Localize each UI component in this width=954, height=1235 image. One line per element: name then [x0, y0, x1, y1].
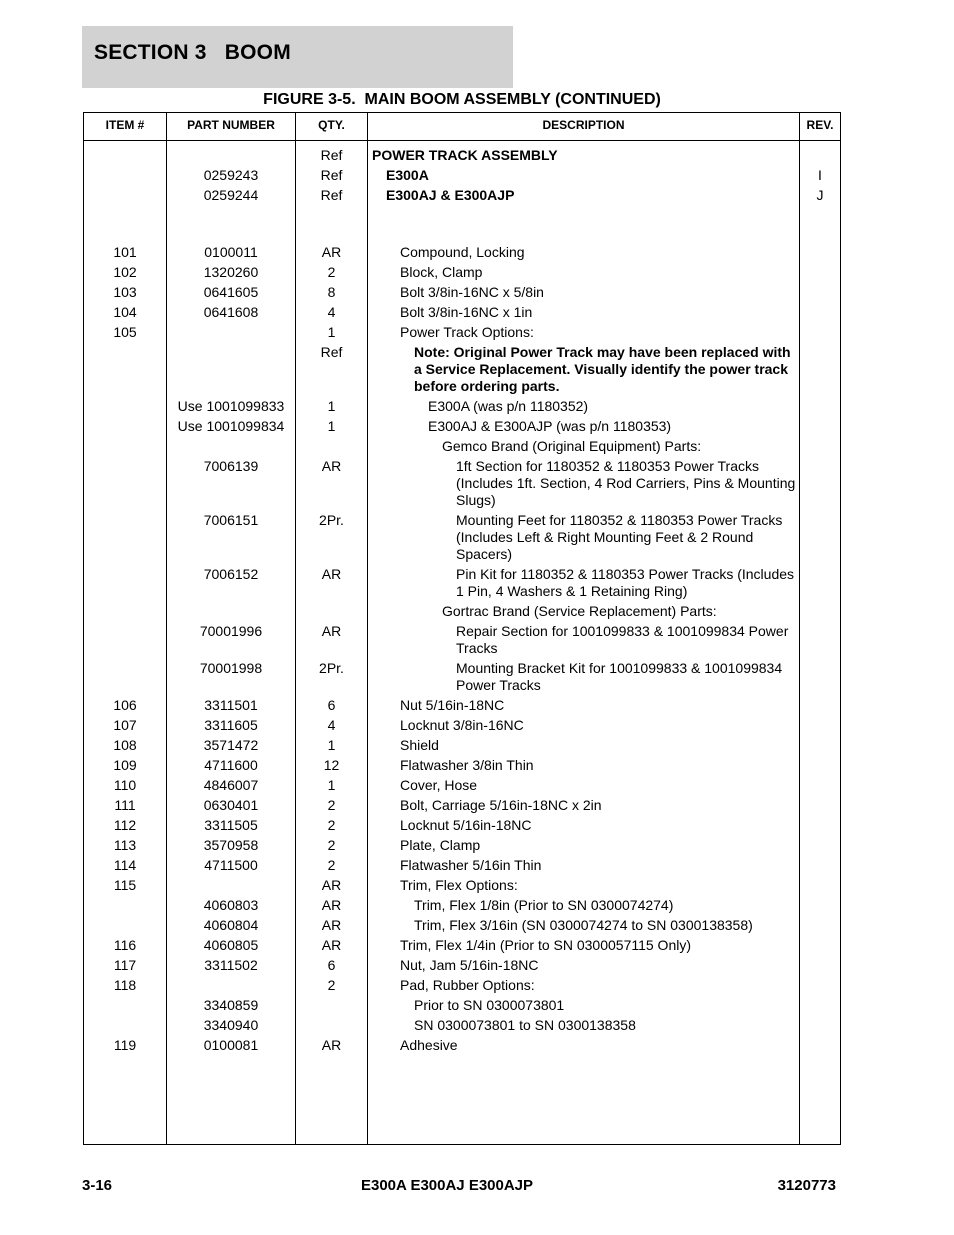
quantity: 2: [327, 264, 336, 280]
table-row: [84, 438, 840, 455]
description: E300AJ & E300AJP (was p/n 1180353): [428, 418, 672, 434]
quantity: 2: [327, 837, 336, 853]
table-row: [84, 284, 840, 301]
table-row: [84, 717, 840, 734]
description: Trim, Flex 3/16in (SN 0300074274 to SN 0300138358): [414, 917, 753, 933]
table-row: [84, 857, 840, 874]
quantity: 4: [327, 717, 336, 733]
quantity: 4: [327, 304, 336, 320]
quantity: 1: [327, 777, 336, 793]
part-number: 4060805: [203, 937, 259, 953]
part-number: 0259244: [203, 187, 259, 203]
item-number: 118: [113, 977, 137, 993]
item-number: 119: [113, 1037, 137, 1053]
description: E300A (was p/n 1180352): [428, 398, 589, 414]
table-row: [84, 917, 840, 934]
part-number: 3311502: [204, 957, 258, 973]
quantity: 1: [327, 398, 336, 414]
table-row: [84, 264, 840, 281]
description: Bolt 3/8in-16NC x 5/8in: [400, 284, 544, 300]
quantity: Ref: [320, 187, 343, 203]
part-number: Use 1001099834: [177, 418, 285, 434]
quantity: Ref: [320, 344, 343, 360]
table-row: [84, 697, 840, 714]
table-row: [84, 837, 840, 854]
description: Bolt 3/8in-16NC x 1in: [400, 304, 533, 320]
description: Flatwasher 5/16in Thin: [400, 857, 542, 873]
part-number: 70001998: [199, 660, 263, 676]
item-number: 115: [113, 877, 137, 893]
quantity: 6: [327, 697, 336, 713]
header-item: ITEM #: [105, 118, 145, 132]
table-row: [84, 877, 840, 894]
quantity: AR: [321, 897, 342, 913]
quantity: Ref: [320, 167, 343, 183]
item-number: 111: [114, 797, 136, 813]
revision: J: [816, 187, 824, 203]
description: Repair Section for 1001099833 & 1001099834 Power Tracks: [456, 623, 789, 656]
table-row: [84, 797, 840, 814]
table-row: [84, 418, 840, 435]
description: Gortrac Brand (Service Replacement) Parts:: [442, 603, 717, 619]
quantity: 2: [327, 797, 336, 813]
table-row: [84, 997, 840, 1014]
part-number: 7006151: [203, 512, 259, 528]
table-row: [84, 187, 840, 204]
quantity: 8: [327, 284, 336, 300]
table-row: [84, 147, 840, 164]
quantity: AR: [321, 917, 342, 933]
description: SN 0300073801 to SN 0300138358: [414, 1017, 636, 1033]
quantity: AR: [321, 937, 342, 953]
description: Note: Original Power Track may have been replaced with a Service Replacement. Visually identify the power track before ordering parts.: [414, 344, 791, 394]
quantity: AR: [321, 244, 342, 260]
item-number: 107: [113, 717, 137, 733]
item-number: 104: [113, 304, 137, 320]
item-number: 113: [113, 837, 137, 853]
table-row: [84, 566, 840, 600]
description: Mounting Bracket Kit for 1001099833 & 1001099834 Power Tracks: [456, 660, 783, 693]
part-number: 0641605: [203, 284, 259, 300]
description: Plate, Clamp: [400, 837, 481, 853]
quantity: 2Pr.: [319, 660, 344, 676]
part-number: 4711600: [204, 757, 258, 773]
description: Power Track Options:: [400, 324, 534, 340]
part-number: 0100011: [204, 244, 258, 260]
description: Nut, Jam 5/16in-18NC: [400, 957, 539, 973]
description: Bolt, Carriage 5/16in-18NC x 2in: [400, 797, 602, 813]
item-number: 112: [113, 817, 137, 833]
part-number: 3311605: [204, 717, 258, 733]
description: POWER TRACK ASSEMBLY: [372, 147, 558, 163]
table-row: [84, 244, 840, 261]
parts-table: [83, 112, 841, 1145]
part-number: Use 1001099833: [177, 398, 285, 414]
part-number: 3311505: [204, 817, 258, 833]
quantity: AR: [321, 566, 342, 582]
description: E300AJ & E300AJP: [386, 187, 515, 203]
part-number: 3340859: [203, 997, 259, 1013]
quantity: 1: [327, 324, 336, 340]
description: Flatwasher 3/8in Thin: [400, 757, 534, 773]
part-number: 0259243: [203, 167, 259, 183]
item-number: 101: [113, 244, 137, 260]
table-row: [84, 512, 840, 563]
description: Prior to SN 0300073801: [414, 997, 565, 1013]
table-row: [84, 1017, 840, 1034]
table-row: [84, 458, 840, 509]
table-row: [84, 398, 840, 415]
quantity: AR: [321, 623, 342, 639]
description: Locknut 5/16in-18NC: [400, 817, 532, 833]
description: Trim, Flex Options:: [400, 877, 518, 893]
table-row: [84, 167, 840, 184]
quantity: 12: [323, 757, 340, 773]
item-number: 117: [113, 957, 137, 973]
item-number: 114: [113, 857, 137, 873]
part-number: 7006139: [203, 458, 259, 474]
part-number: 3570958: [203, 837, 259, 853]
section-header: [82, 26, 513, 88]
table-row: [84, 977, 840, 994]
quantity: 6: [327, 957, 336, 973]
quantity: Ref: [320, 147, 343, 163]
description: Trim, Flex 1/4in (Prior to SN 0300057115 Only): [400, 937, 692, 953]
description: Trim, Flex 1/8in (Prior to SN 0300074274): [414, 897, 674, 913]
header-description: DESCRIPTION: [542, 118, 625, 132]
description: Gemco Brand (Original Equipment) Parts:: [442, 438, 702, 454]
quantity: AR: [321, 1037, 342, 1053]
description: Locknut 3/8in-16NC: [400, 717, 524, 733]
description: Mounting Feet for 1180352 & 1180353 Power Tracks (Includes Left & Right Mounting Feet & 2 Round Spacers): [456, 512, 783, 562]
footer-page-number: 3-16: [82, 1177, 113, 1194]
description: Nut 5/16in-18NC: [400, 697, 505, 713]
part-number: 0630401: [203, 797, 259, 813]
figure-title: FIGURE 3-5. MAIN BOOM ASSEMBLY (CONTINUED): [263, 91, 661, 108]
description: Pin Kit for 1180352 & 1180353 Power Tracks (Includes 1 Pin, 4 Washers & 1 Retaining Ring): [456, 566, 795, 599]
description: Pad, Rubber Options:: [400, 977, 535, 993]
part-number: 70001996: [199, 623, 263, 639]
table-row: [84, 937, 840, 954]
quantity: 2: [327, 817, 336, 833]
table-row: [84, 344, 840, 395]
footer-doc-number: 3120773: [777, 1177, 836, 1194]
part-number: 4846007: [203, 777, 259, 793]
part-number: 4060803: [203, 897, 259, 913]
header-qty: QTY.: [318, 118, 345, 132]
item-number: 116: [113, 937, 137, 953]
table-row: [84, 737, 840, 754]
table-row: [84, 324, 840, 341]
table-row: [84, 207, 840, 224]
item-number: 102: [113, 264, 137, 280]
part-number: 3311501: [204, 697, 258, 713]
item-number: 103: [113, 284, 137, 300]
table-row: [84, 957, 840, 974]
part-number: 4060804: [203, 917, 259, 933]
quantity: 2: [327, 857, 336, 873]
header-rev: REV.: [806, 118, 834, 132]
section-title: SECTION 3 BOOM: [94, 41, 291, 64]
item-number: 108: [113, 737, 137, 753]
description: Cover, Hose: [400, 777, 478, 793]
footer-models: E300A E300AJ E300AJP: [360, 1177, 534, 1194]
header-part-number: PART NUMBER: [187, 118, 275, 132]
part-number: 0100081: [203, 1037, 259, 1053]
table-header: [84, 113, 840, 141]
part-number: 3340940: [203, 1017, 259, 1033]
part-number: 7006152: [203, 566, 259, 582]
table-row: [84, 777, 840, 794]
part-number: 3571472: [203, 737, 259, 753]
description: E300A: [386, 167, 429, 183]
description: Adhesive: [400, 1037, 458, 1053]
quantity: AR: [321, 877, 342, 893]
item-number: 110: [113, 777, 137, 793]
table-row: [84, 817, 840, 834]
description: 1ft Section for 1180352 & 1180353 Power Tracks (Includes 1ft. Section, 4 Rod Carriers, Pins & Mounting Slugs): [456, 458, 796, 508]
description: Shield: [400, 737, 439, 753]
description: Compound, Locking: [400, 244, 525, 260]
quantity: 1: [327, 418, 336, 434]
quantity: 2: [327, 977, 336, 993]
table-row: [84, 757, 840, 774]
table-row: [84, 897, 840, 914]
description: Block, Clamp: [400, 264, 483, 280]
item-number: 109: [113, 757, 137, 773]
quantity: 1: [327, 737, 336, 753]
table-row: [84, 603, 840, 620]
part-number: 0641608: [203, 304, 259, 320]
item-number: 105: [113, 324, 137, 340]
revision: I: [818, 167, 822, 183]
table-row: [84, 660, 840, 694]
table-row: [84, 304, 840, 321]
part-number: 1320260: [203, 264, 259, 280]
table-body: [84, 147, 840, 1057]
quantity: 2Pr.: [319, 512, 344, 528]
table-row: [84, 623, 840, 657]
part-number: 4711500: [204, 857, 258, 873]
table-row: [84, 1037, 840, 1054]
quantity: AR: [321, 458, 342, 474]
item-number: 106: [113, 697, 137, 713]
